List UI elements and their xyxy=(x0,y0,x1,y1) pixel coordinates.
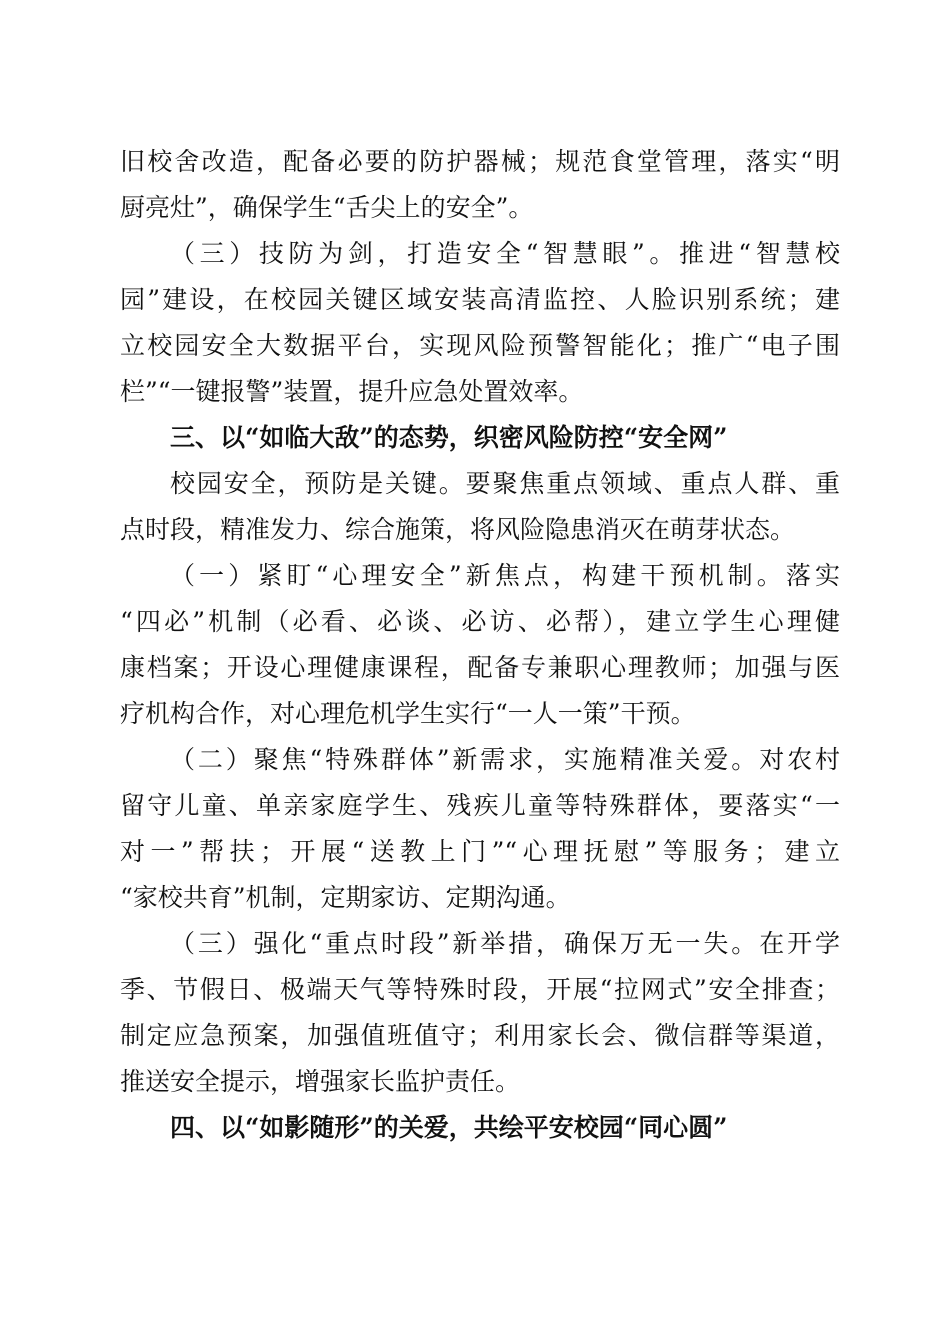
paragraph-line: 疗机构合作，对心理危机学生实行“一人一策”干预。 xyxy=(120,699,696,728)
subheading-line: （二）聚焦“特殊群体”新需求，实施精准关爱。对农村 xyxy=(170,745,840,774)
paragraph-line: 厨亮灶”，确保学生“舌尖上的安全”。 xyxy=(120,193,534,222)
paragraph-line: 对一”帮扶；开展“送教上门”“心理抚慰”等服务；建立 xyxy=(120,837,840,866)
paragraph-line: 推送安全提示，增强家长监护责任。 xyxy=(120,1067,521,1096)
subheading-line: （一）紧盯“心理安全”新焦点，构建干预机制。落实 xyxy=(170,561,840,590)
subheading-line: （三）技防为剑，打造安全“智慧眼”。推进“智慧校 xyxy=(170,239,840,268)
paragraph-line: 立校园安全大数据平台，实现风险预警智能化；推广“电子围 xyxy=(120,331,840,360)
paragraph-line: 点时段，精准发力、综合施策，将风险隐患消灭在萌芽状态。 xyxy=(120,515,796,544)
section-heading-3: 三、以“如临大敌”的态势，织密风险防控“安全网” xyxy=(170,423,728,452)
paragraph-line: 康档案；开设心理健康课程，配备专兼职心理教师；加强与医 xyxy=(120,653,840,682)
paragraph-line: “四必”机制（必看、必谈、必访、必帮），建立学生心理健 xyxy=(120,607,840,636)
paragraph-line: 校园安全，预防是关键。要聚焦重点领域、重点人群、重 xyxy=(170,469,840,498)
paragraph-line: “家校共育”机制，定期家访、定期沟通。 xyxy=(120,883,571,912)
paragraph-line: 留守儿童、单亲家庭学生、残疾儿童等特殊群体，要落实“一 xyxy=(120,791,840,820)
paragraph-line: 旧校舍改造，配备必要的防护器械；规范食堂管理，落实“明 xyxy=(120,147,840,176)
paragraph-line: 制定应急预案，加强值班值守；利用家长会、微信群等渠道， xyxy=(120,1021,840,1050)
paragraph-line: 季、节假日、极端天气等特殊时段，开展“拉网式”安全排查； xyxy=(120,975,840,1004)
subheading-line: （三）强化“重点时段”新举措，确保万无一失。在开学 xyxy=(170,929,840,958)
paragraph-line: 园”建设，在校园关键区域安装高清监控、人脸识别系统；建 xyxy=(120,285,840,314)
section-heading-4: 四、以“如影随形”的关爱，共绘平安校园“同心圆” xyxy=(170,1113,728,1142)
paragraph-line: 栏”“一键报警”装置，提升应急处置效率。 xyxy=(120,377,584,406)
